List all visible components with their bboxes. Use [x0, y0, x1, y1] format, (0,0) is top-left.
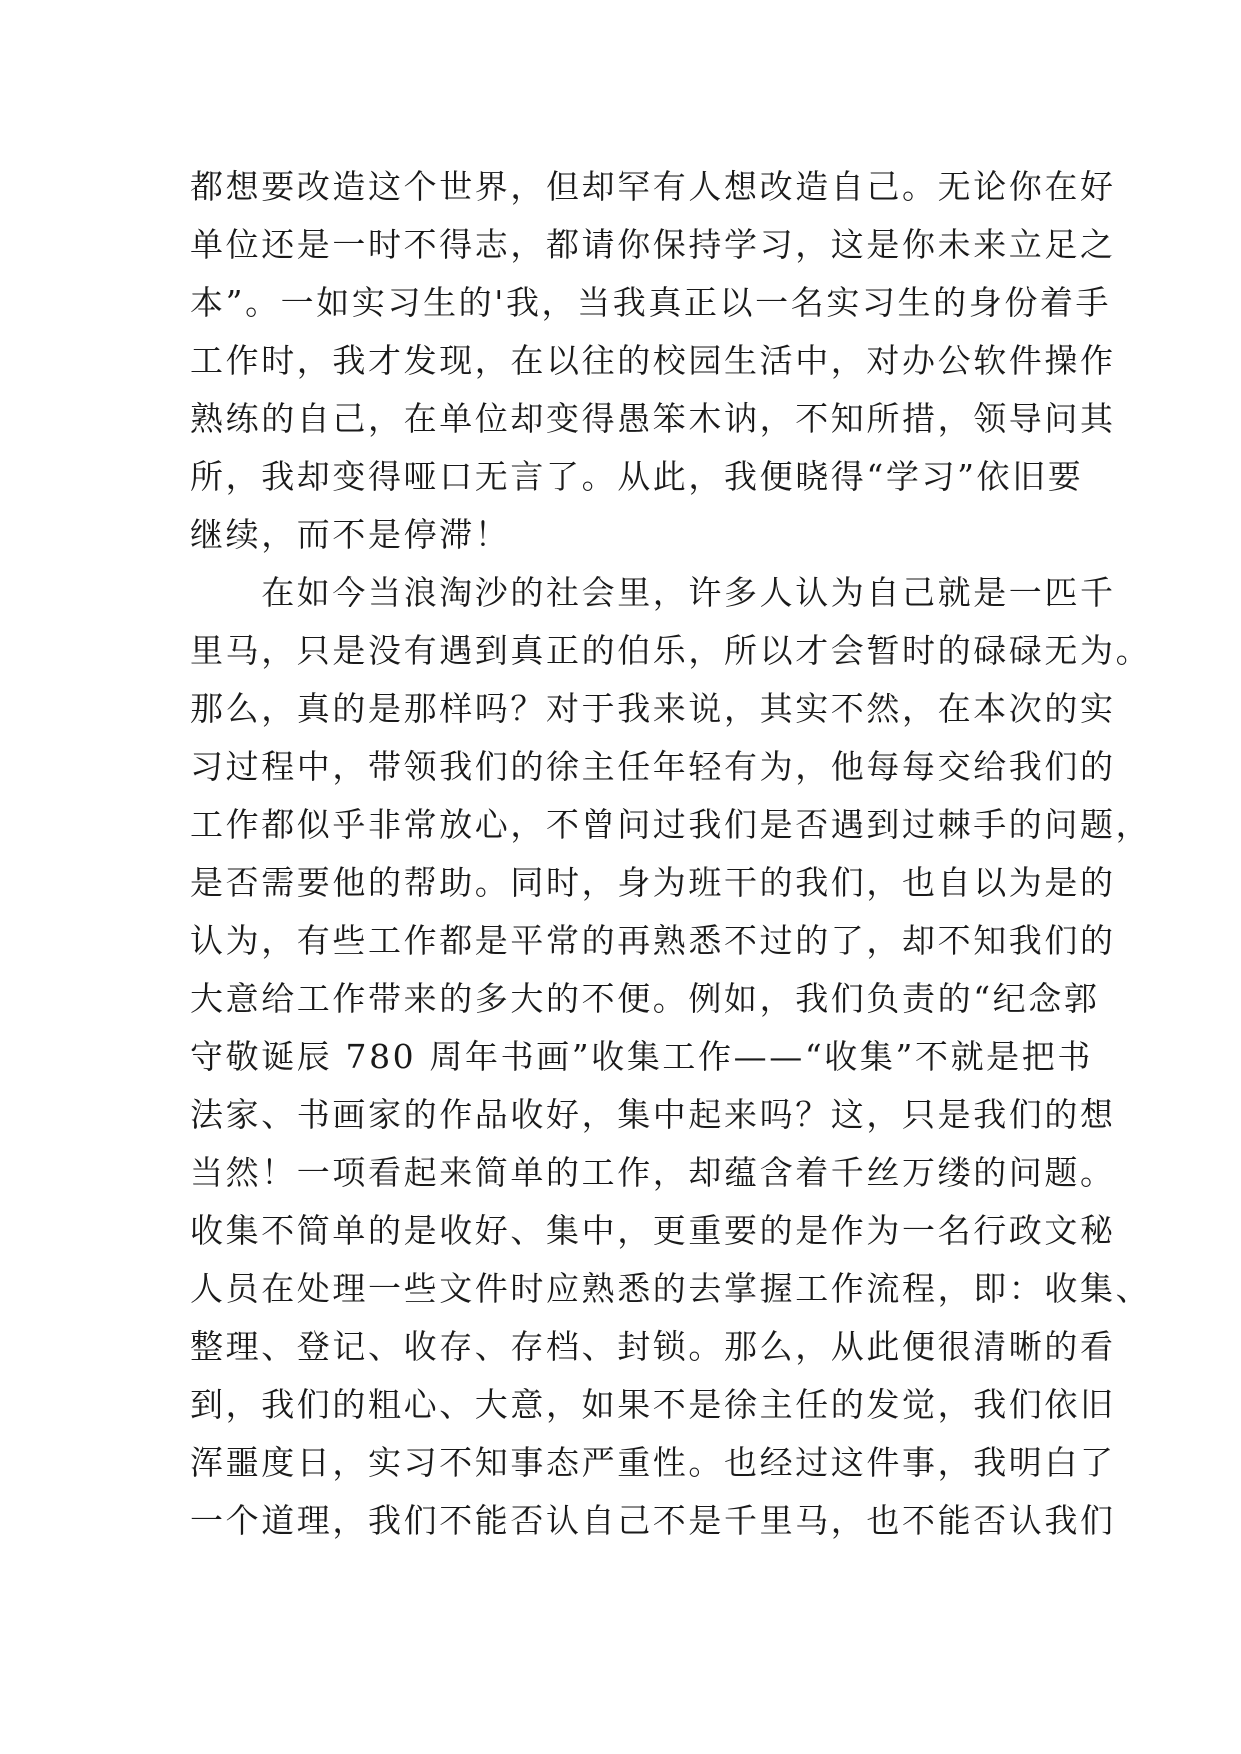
text-line: 人员在处理一些文件时应熟悉的去掌握工作流程，即：收集、 — [190, 1269, 1152, 1308]
text-line: 到，我们的粗心、大意，如果不是徐主任的发觉，我们依旧 — [190, 1385, 1116, 1424]
text-line: 整理、登记、收存、存档、封锁。那么，从此便很清晰的看 — [190, 1327, 1116, 1366]
text-line: 单位还是一时不得志，都请你保持学习，这是你未来立足之 — [190, 225, 1116, 264]
text-line: 工作时，我才发现，在以往的校园生活中，对办公软件操作 — [190, 341, 1116, 380]
text-line: 浑噩度日，实习不知事态严重性。也经过这件事，我明白了 — [190, 1443, 1116, 1482]
text-line: 大意给工作带来的多大的不便。例如，我们负责的“纪念郭 — [190, 979, 1100, 1018]
text-line: 习过程中，带领我们的徐主任年轻有为，他每每交给我们的 — [190, 747, 1116, 786]
text-line: 认为，有些工作都是平常的再熟悉不过的了，却不知我们的 — [190, 921, 1116, 960]
text-line: 是否需要他的帮助。同时，身为班干的我们，也自以为是的 — [190, 863, 1116, 902]
text-line: 本”。一如实习生的'我，当我真正以一名实习生的身份着手 — [190, 283, 1112, 322]
body-text — [190, 158, 1152, 1550]
text-line: 熟练的自己，在单位却变得愚笨木讷，不知所措，领导问其 — [190, 399, 1116, 438]
text-line: 都想要改造这个世界，但却罕有人想改造自己。无论你在好 — [190, 167, 1116, 206]
text-line: 所，我却变得哑口无言了。从此，我便晓得“学习”依旧要 — [190, 457, 1084, 496]
paragraph-start-line: 在如今当浪淘沙的社会里，许多人认为自己就是一匹千 — [190, 573, 1116, 612]
text-line: 当然！一项看起来简单的工作，却蕴含着千丝万缕的问题。 — [190, 1153, 1116, 1192]
text-line: 工作都似乎非常放心，不曾问过我们是否遇到过棘手的问题， — [190, 805, 1152, 844]
text-line: 那么，真的是那样吗？对于我来说，其实不然，在本次的实 — [190, 689, 1116, 728]
text-line: 一个道理，我们不能否认自己不是千里马，也不能否认我们 — [190, 1501, 1116, 1540]
text-line: 收集不简单的是收好、集中，更重要的是作为一名行政文秘 — [190, 1211, 1116, 1250]
text-line: 法家、书画家的作品收好，集中起来吗？这，只是我们的想 — [190, 1095, 1116, 1134]
text-line: 守敬诞辰 780 周年书画”收集工作——“收集”不就是把书 — [190, 1037, 1093, 1076]
text-line: 继续，而不是停滞！ — [190, 515, 511, 554]
text-line: 里马，只是没有遇到真正的伯乐，所以才会暂时的碌碌无为。 — [190, 631, 1152, 670]
